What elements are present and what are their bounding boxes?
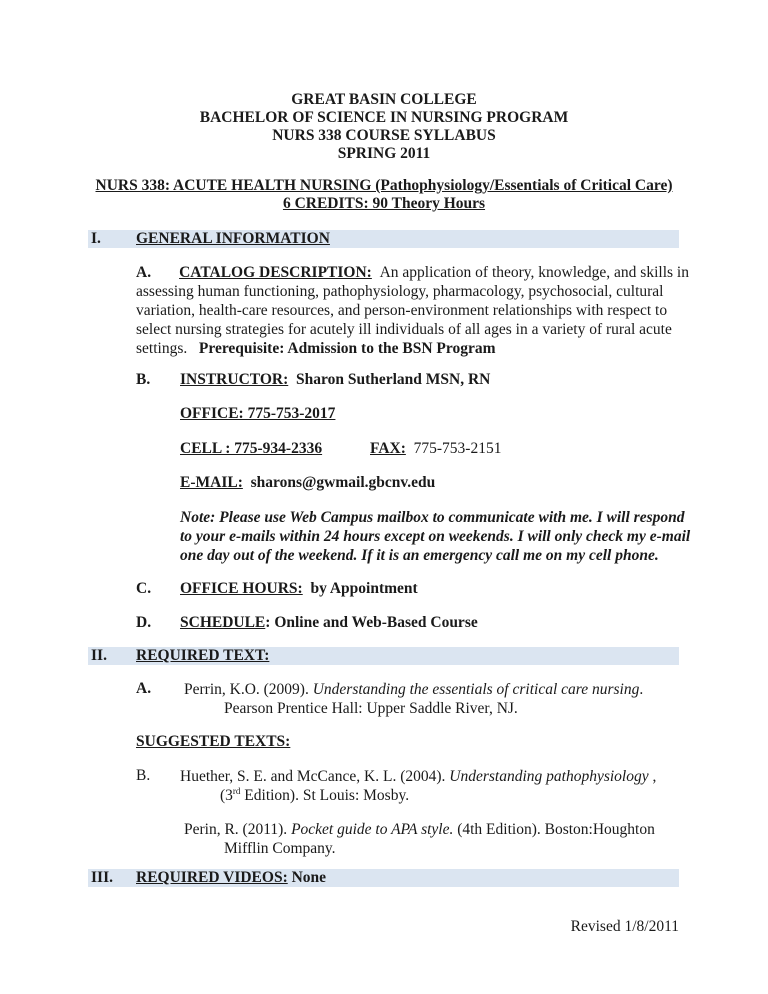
suggested-text-citation: Perin, R. (2011). Pocket guide to APA style. (4th Edition). Boston:Houghton [184, 821, 655, 838]
schedule-value: : Online and Web-Based Course [265, 614, 478, 631]
email-row [180, 474, 435, 492]
item-letter: B. [136, 767, 151, 784]
course-credits: 6 CREDITS: 90 Theory Hours [282, 195, 486, 212]
suggested-text-publisher: Mifflin Company. [224, 840, 336, 857]
office-hours-label: OFFICE HOURS: [180, 580, 303, 597]
catalog-line: settings. Prerequisite: Admission to the BSN Program [136, 340, 496, 357]
suggested-texts-title: SUGGESTED TEXTS: [136, 733, 291, 750]
instructor-label: INSTRUCTOR: [180, 371, 289, 388]
course-title: NURS 338: ACUTE HEALTH NURSING (Pathophysiology/Essentials of Critical Care) [95, 177, 673, 194]
item-letter: A. [136, 680, 152, 697]
book-title: Pocket guide to APA style. [291, 821, 454, 838]
required-text-citation: Perrin, K.O. (2009). Understanding the essentials of critical care nursing. [184, 681, 644, 698]
book-title: Understanding pathophysiology [449, 768, 649, 785]
catalog-line: select nursing strategies for acutely ill individuals of all ages in a variety of rural acute [136, 321, 672, 338]
book-title: Understanding the essentials of critical care nursing [312, 681, 640, 698]
schedule-row [180, 614, 478, 632]
fax-label: FAX: [370, 440, 406, 457]
section-title-required-text: REQUIRED TEXT: [136, 647, 270, 664]
section-numeral: II. [91, 647, 107, 664]
section-numeral: I. [91, 230, 101, 247]
syllabus-title: NURS 338 COURSE SYLLABUS [272, 127, 496, 144]
item-letter: B. [136, 371, 151, 388]
instructor-note: one day out of the weekend. If it is an emergency call me on my cell phone. [180, 547, 659, 564]
instructor-note: to your e-mails within 24 hours except on weekends. I will only check my e-mail [180, 528, 691, 545]
item-letter: C. [136, 580, 152, 597]
college-name: GREAT BASIN COLLEGE [291, 91, 477, 108]
fax-row [370, 440, 501, 458]
office-hours-row [180, 580, 418, 598]
suggested-text-citation: Huether, S. E. and McCance, K. L. (2004). Understanding pathophysiology , [180, 768, 657, 785]
office-phone: OFFICE: 775-753-2017 [180, 405, 336, 422]
catalog-label: CATALOG DESCRIPTION: [179, 264, 372, 281]
schedule-label: SCHEDULE [180, 614, 266, 631]
cell-phone: CELL : 775-934-2336 [180, 440, 323, 457]
instructor-note: Note: Please use Web Campus mailbox to communicate with me. I will respond [180, 509, 685, 526]
section-title-general: GENERAL INFORMATION [136, 230, 330, 247]
term: SPRING 2011 [337, 145, 431, 162]
item-letter: D. [136, 614, 152, 631]
required-text-publisher: Pearson Prentice Hall: Upper Saddle River, NJ. [224, 700, 518, 717]
email-label: E-MAIL: [180, 474, 243, 491]
catalog-line: assessing human functioning, pathophysiology, pharmacology, psychosocial, cultural [136, 283, 664, 300]
prerequisite: Prerequisite: Admission to the BSN Program [198, 340, 496, 357]
section-numeral: III. [91, 869, 113, 886]
item-letter: A. [136, 264, 152, 281]
catalog-description: A. CATALOG DESCRIPTION: An application of theory, knowledge, and skills in [136, 264, 689, 281]
catalog-line: variation, health-care resources, and person-environment relationships with respect to [136, 302, 668, 319]
instructor-name: Sharon Sutherland MSN, RN [296, 371, 491, 388]
suggested-text-edition: (3rd Edition). St Louis: Mosby. [220, 785, 410, 804]
program-name: BACHELOR OF SCIENCE IN NURSING PROGRAM [199, 109, 569, 126]
office-hours-value: by Appointment [310, 580, 418, 597]
instructor-row [180, 371, 490, 389]
section-title-videos: REQUIRED VIDEOS: None [136, 869, 327, 886]
fax-number: 775-753-2151 [413, 440, 502, 457]
email-address[interactable]: sharons@gwmail.gbcnv.edu [250, 474, 436, 491]
revised-date: Revised 1/8/2011 [570, 918, 679, 935]
videos-value: None [287, 869, 327, 886]
